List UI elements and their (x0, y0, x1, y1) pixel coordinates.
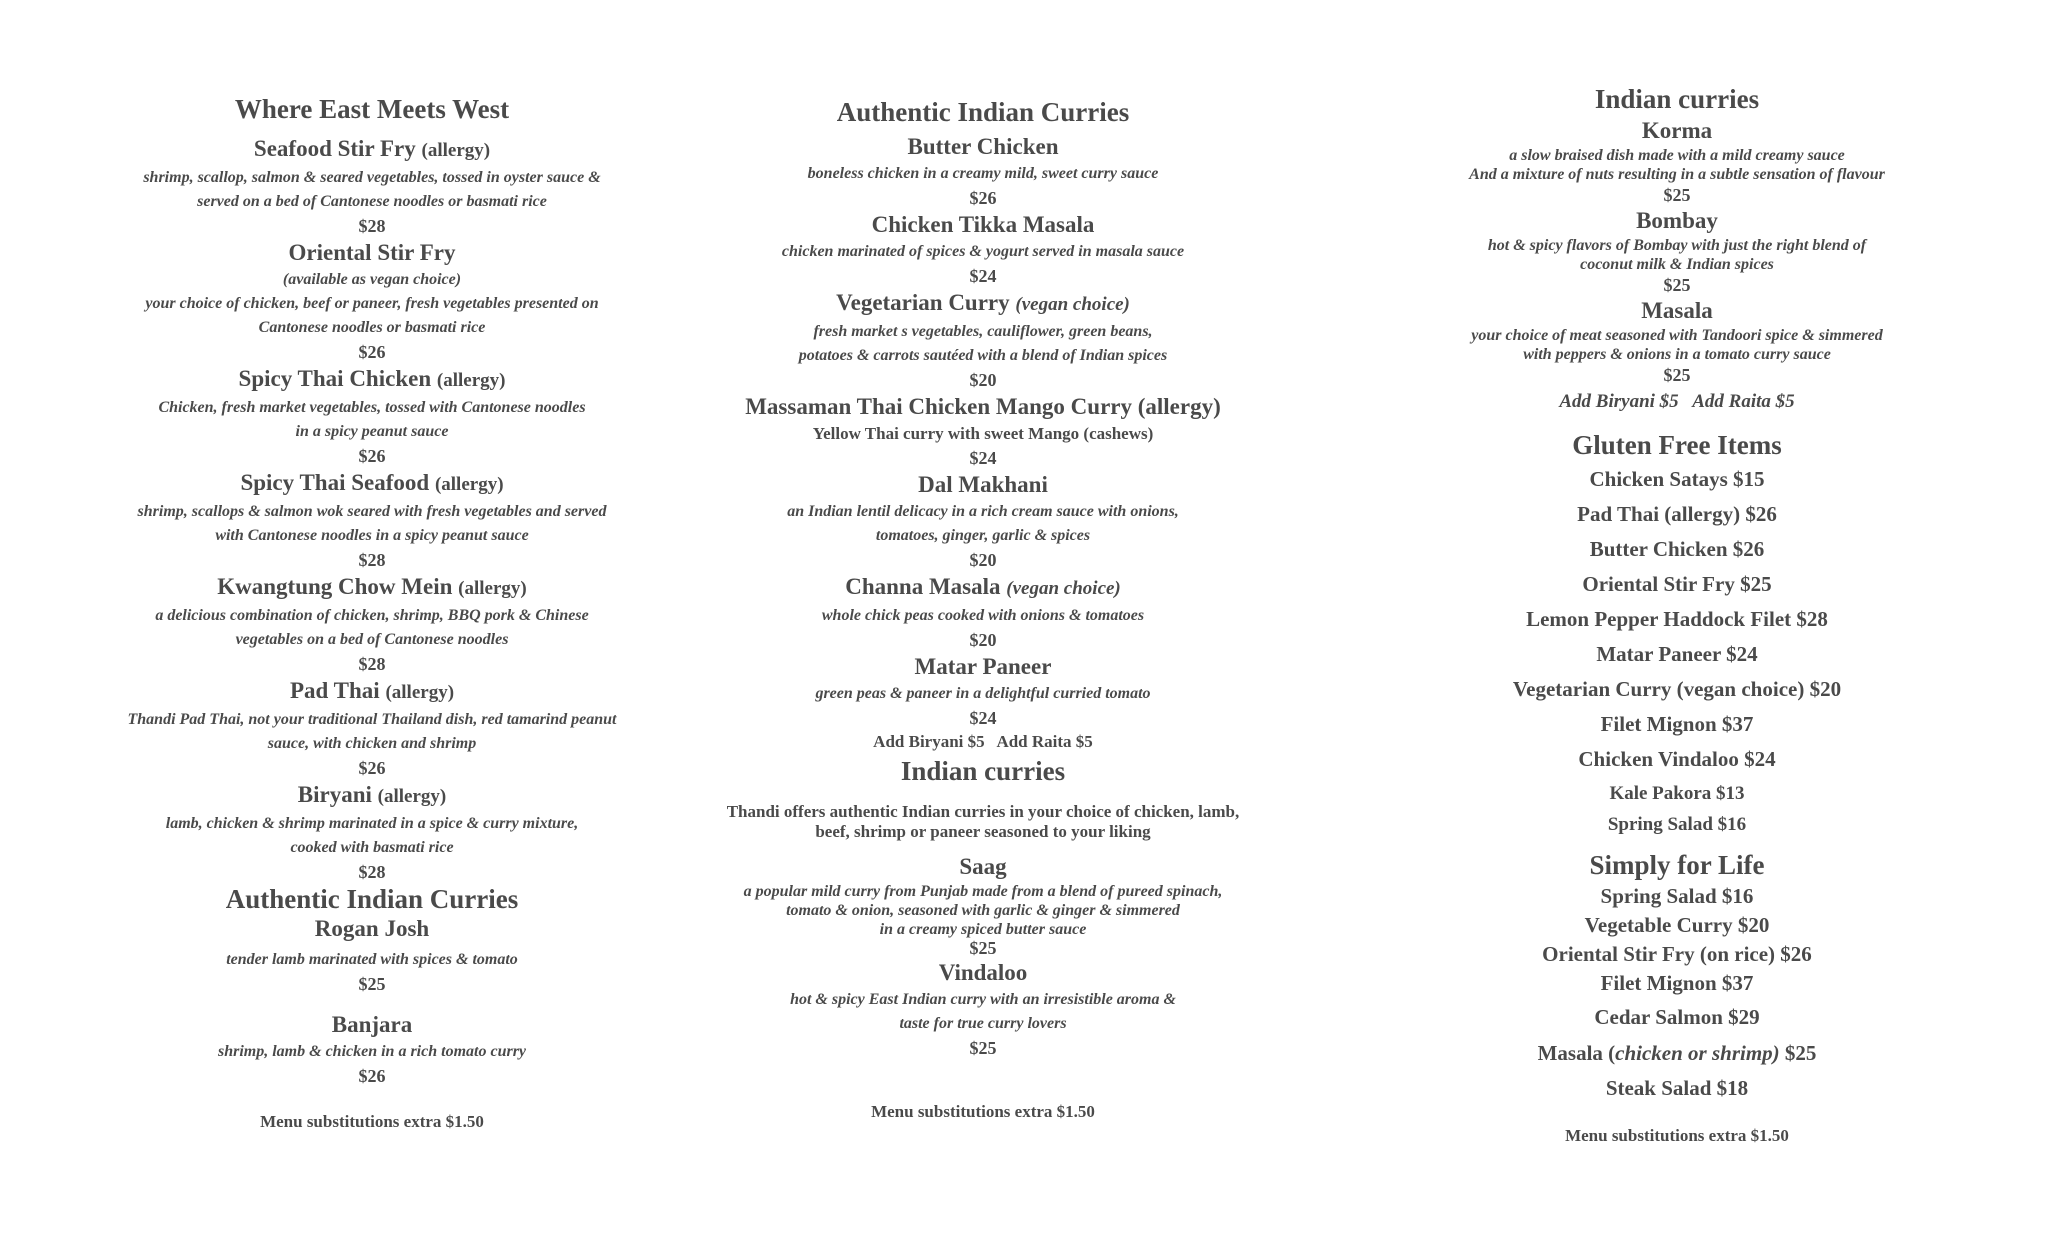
menu-item (1402, 296, 1952, 386)
item-note: (allergy) (434, 474, 504, 495)
item-description: your choice of meat seasoned with Tandoori spice & simmered with peppers & onions in a tomato curry sauce (1471, 327, 1883, 363)
item-note: (allergy) (458, 578, 527, 599)
gf-item: Chicken Satays $15 (1589, 467, 1765, 491)
item-description: shrimp, lamb & chicken in a rich tomato curry (217, 1043, 527, 1060)
item-price: $26 (969, 188, 997, 208)
menu-item (693, 652, 1273, 730)
menu-item (693, 392, 1273, 470)
gf-item: Vegetarian Curry (vegan choice) $20 (1512, 677, 1842, 701)
item-name: Pad Thai (289, 678, 380, 703)
item-description: tender lamb marinated with spices & tomato (226, 951, 518, 968)
footer-note: Menu substitutions extra $1.50 (871, 1102, 1095, 1121)
section-title: Indian curries (1594, 84, 1760, 114)
section-intro: Thandi offers authentic Indian curries in your choice of chicken, lamb, beef, shrimp or paneer seasoned to your liking (726, 802, 1240, 841)
item-description: Chicken, fresh market vegetables, tossed with Cantonese noodles in a spicy peanut sauce (158, 399, 586, 440)
menu-item (82, 914, 662, 996)
gf-item: Matar Paneer $24 (1596, 642, 1758, 666)
sl-item: Cedar Salmon $29 (1594, 1005, 1760, 1029)
item-price: $28 (358, 216, 386, 236)
item-price: $25 (969, 938, 997, 958)
item-note: (allergy) (385, 682, 455, 703)
item-name: Chicken Tikka Masala (871, 212, 1095, 237)
item-price: $24 (969, 448, 997, 468)
item-description: a slow braised dish made with a mild creamy sauce And a mixture of nuts resulting in a subtle sensation of flavour (1469, 147, 1885, 183)
item-name: Masala (1641, 298, 1713, 323)
sl-item: Vegetable Curry $20 (1584, 913, 1770, 937)
menu-column-1 (82, 92, 662, 1134)
sl-item: Spring Salad $16 (1600, 884, 1754, 908)
item-name: Saag (959, 854, 1007, 879)
item-description: an Indian lentil delicacy in a rich cream sauce with onions, tomatoes, ginger, garlic & spices (787, 503, 1179, 544)
item-price: $26 (358, 446, 386, 466)
gf-item: Oriental Stir Fry $25 (1582, 572, 1772, 596)
item-price: $26 (358, 1066, 386, 1086)
menu-item (82, 238, 662, 364)
menu-column-3 (1402, 82, 1952, 1148)
menu-item (82, 572, 662, 676)
gf-item: Pad Thai (allergy) $26 (1577, 502, 1777, 526)
item-price: $20 (969, 370, 997, 390)
menu-item (693, 572, 1273, 652)
item-price: $26 (358, 758, 386, 778)
gf-item: Spring Salad $16 (1607, 814, 1747, 835)
item-description: hot & spicy East Indian curry with an irresistible aroma & taste for true curry lovers (790, 991, 1176, 1032)
item-price: $25 (1663, 365, 1691, 385)
item-price: $28 (358, 862, 386, 882)
menu-item (693, 288, 1273, 392)
item-note: (allergy) (421, 140, 491, 161)
gf-item: Filet Mignon $37 (1600, 712, 1754, 736)
item-price: $20 (969, 630, 997, 650)
item-name: Massaman Thai Chicken Mango Curry (allergy) (745, 394, 1221, 419)
item-description: shrimp, scallops & salmon wok seared with fresh vegetables and served with Cantonese noodles in a spicy peanut sauce (137, 503, 607, 544)
menu-item (693, 210, 1273, 288)
item-description: boneless chicken in a creamy mild, sweet curry sauce (807, 165, 1159, 182)
gf-item: Lemon Pepper Haddock Filet $28 (1526, 607, 1828, 631)
add-ons: Add Biryani $5 Add Raita $5 (873, 732, 1093, 751)
item-name: Korma (1641, 118, 1713, 143)
item-price: $25 (1663, 185, 1691, 205)
item-name: Kwangtung Chow Mein (217, 574, 453, 599)
menu-item (82, 1010, 662, 1088)
menu-item (82, 468, 662, 572)
item-description: Yellow Thai curry with sweet Mango (cashews) (812, 424, 1154, 443)
item-description: green peas & paneer in a delightful curried tomato (815, 685, 1151, 702)
item-name: Channa Masala (845, 574, 1001, 599)
footer-note: Menu substitutions extra $1.50 (1565, 1126, 1789, 1145)
item-name: Rogan Josh (314, 916, 430, 941)
item-description: lamb, chicken & shrimp marinated in a spice & curry mixture, cooked with basmati rice (165, 815, 579, 856)
item-price: $25 (358, 974, 386, 994)
item-price: $25 (1663, 275, 1691, 295)
item-name: Matar Paneer (914, 654, 1052, 679)
item-description: shrimp, scallop, salmon & seared vegetables, tossed in oyster sauce & served on a bed of Cantonese noodles or basmati rice (143, 169, 601, 210)
item-description: chicken marinated of spices & yogurt served in masala sauce (781, 243, 1185, 260)
item-name: Seafood Stir Fry (253, 136, 416, 161)
item-description: Thandi Pad Thai, not your traditional Thailand dish, red tamarind peanut sauce, with chicken and shrimp (127, 711, 617, 752)
item-description: hot & spicy flavors of Bombay with just the right blend of coconut milk & Indian spices (1487, 237, 1867, 273)
gf-item: Chicken Vindaloo $24 (1578, 747, 1776, 771)
item-name: Biryani (297, 782, 372, 807)
section-title: Gluten Free Items (1572, 430, 1782, 460)
gf-item: Butter Chicken $26 (1589, 537, 1765, 561)
menu-item (1402, 116, 1952, 206)
section-title: Where East Meets West (234, 94, 510, 124)
sl-item-masala-italic: chicken or shrimp) (1615, 1041, 1780, 1065)
item-name: Oriental Stir Fry (288, 240, 456, 265)
item-description: (available as vegan choice) your choice of chicken, beef or paneer, fresh vegetables presented on Cantonese noodles or basmati rice (145, 271, 599, 336)
menu-item (693, 470, 1273, 572)
menu-item (82, 364, 662, 468)
menu-item (693, 958, 1273, 1060)
item-name: Spicy Thai Seafood (240, 470, 430, 495)
sl-item-masala (1402, 1036, 1952, 1070)
sl-item: Steak Salad $18 (1605, 1076, 1749, 1100)
section-title: Authentic Indian Curries (836, 97, 1130, 127)
item-description: a delicious combination of chicken, shrimp, BBQ pork & Chinese vegetables on a bed of Cantonese noodles (155, 607, 589, 648)
item-price: $24 (969, 266, 997, 286)
menu-item (693, 132, 1273, 210)
item-description: a popular mild curry from Punjab made from a blend of pureed spinach, tomato & onion, seasoned with garlic & ginger & simmered in a creamy spiced butter sauce (743, 883, 1223, 938)
item-note: (vegan choice) (1015, 294, 1130, 315)
item-note: (allergy) (377, 786, 447, 807)
gluten-free-list (1402, 462, 1952, 840)
section-title: Indian curries (900, 756, 1066, 786)
item-price: $20 (969, 550, 997, 570)
section-title: Simply for Life (1589, 850, 1765, 880)
section-title: Authentic Indian Curries (225, 884, 519, 914)
menu-column-2 (693, 95, 1273, 1124)
menu-item (82, 780, 662, 884)
item-name: Banjara (331, 1012, 413, 1037)
item-name: Bombay (1636, 208, 1718, 233)
sl-item: Filet Mignon $37 (1600, 971, 1754, 995)
sl-item: Oriental Stir Fry (on rice) $26 (1542, 942, 1812, 966)
item-description: whole chick peas cooked with onions & tomatoes (821, 607, 1145, 624)
item-price: $24 (969, 708, 997, 728)
item-name: Vegetarian Curry (836, 290, 1010, 315)
item-note: (vegan choice) (1006, 578, 1121, 599)
item-name: Spicy Thai Chicken (238, 366, 432, 391)
add-ons: Add Biryani $5 Add Raita $5 (1559, 391, 1795, 412)
simply-for-life-list (1402, 882, 1952, 1106)
menu-item (82, 134, 662, 238)
sl-item-masala-post: $25 (1779, 1041, 1817, 1065)
item-name: Vindaloo (938, 960, 1028, 985)
menu-item (693, 852, 1273, 958)
item-note: (allergy) (436, 370, 506, 391)
footer-note: Menu substitutions extra $1.50 (260, 1112, 484, 1131)
item-name: Butter Chicken (907, 134, 1059, 159)
item-name: Dal Makhani (918, 472, 1048, 497)
item-price: $28 (358, 654, 386, 674)
item-price: $28 (358, 550, 386, 570)
item-price: $25 (969, 1038, 997, 1058)
sl-item-masala-pre: Masala ( (1537, 1041, 1616, 1065)
gf-item: Kale Pakora $13 (1609, 783, 1745, 804)
menu-item (82, 676, 662, 780)
item-description: fresh market s vegetables, cauliflower, green beans, potatoes & carrots sautéed with a blend of Indian spices (798, 323, 1168, 364)
menu-item (1402, 206, 1952, 296)
item-price: $26 (358, 342, 386, 362)
